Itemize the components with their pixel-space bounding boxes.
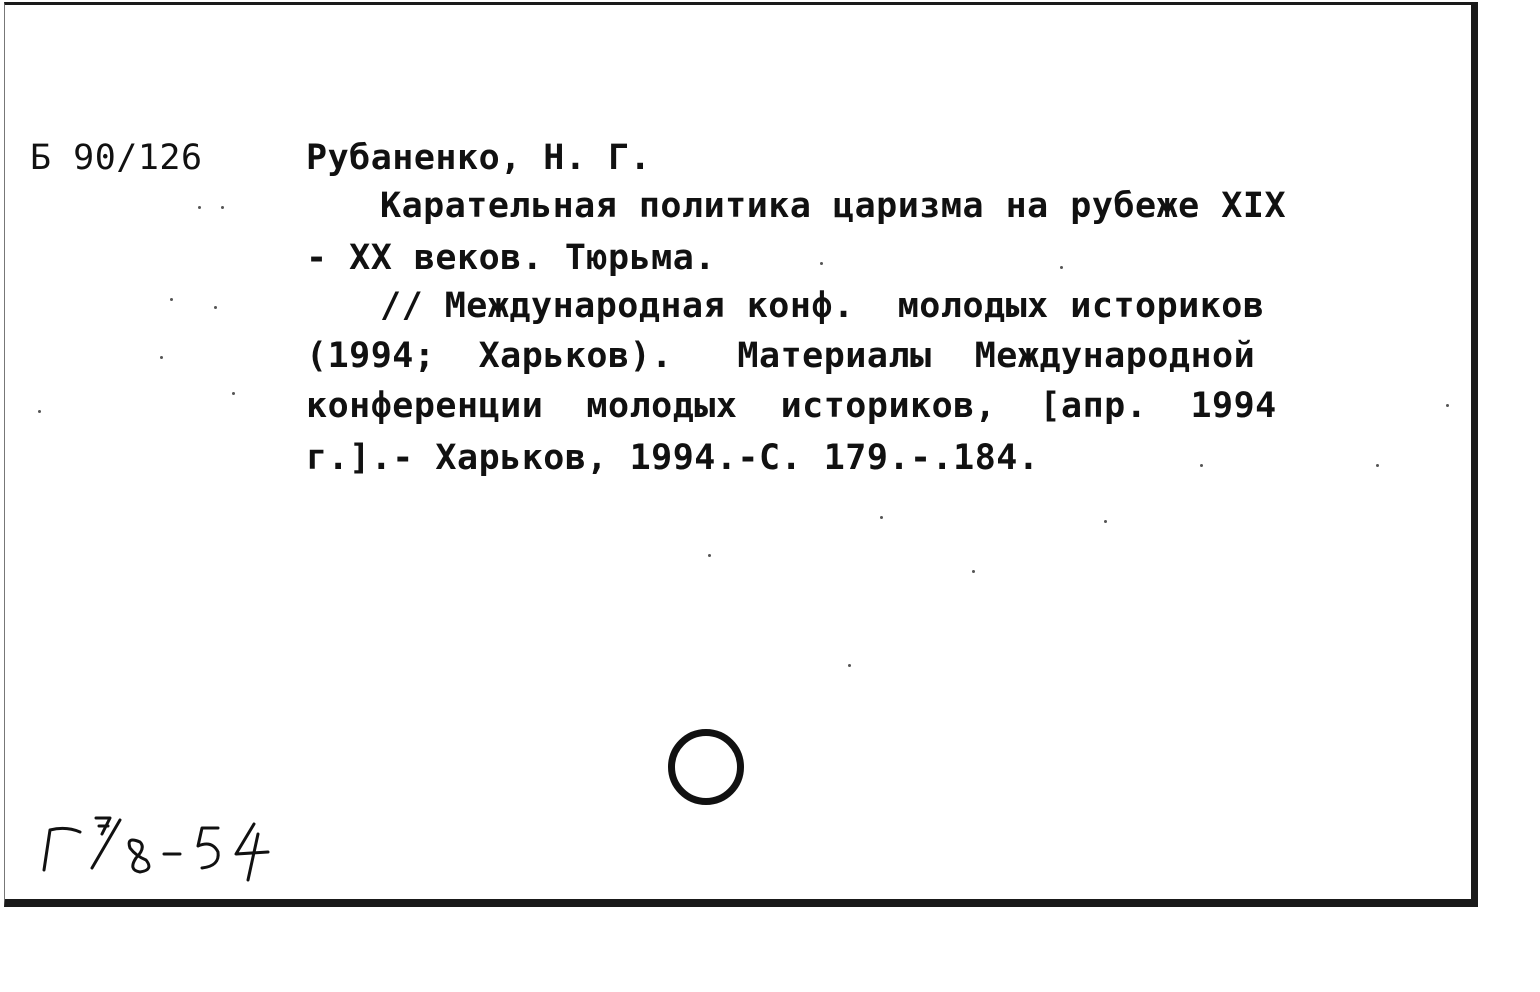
speck: [232, 392, 235, 395]
speck: [1104, 520, 1107, 523]
speck: [880, 516, 883, 519]
speck: [820, 262, 823, 265]
source-line-4: г.].- Харьков, 1994.-С. 179.-.184.: [306, 438, 1040, 478]
speck: [160, 356, 163, 359]
speck: [1446, 404, 1449, 407]
speck: [1200, 464, 1203, 467]
title-line-2: - XX веков. Тюрьма.: [306, 238, 716, 278]
speck: [848, 664, 851, 667]
speck: [708, 554, 711, 557]
source-line-3: конференции молодых историков, [апр. 1994: [306, 386, 1277, 426]
punch-hole: [668, 729, 744, 805]
shelfmark: Б 90/126: [30, 138, 203, 178]
speck: [972, 570, 975, 573]
speck: [170, 298, 173, 301]
title-line-1: Карательная политика царизма на рубеже XIX: [380, 186, 1287, 226]
handwritten-note: [36, 808, 296, 888]
speck: [198, 206, 201, 209]
speck: [214, 306, 217, 309]
speck: [1060, 266, 1063, 269]
author-heading: Рубаненко, Н. Г.: [306, 138, 652, 178]
speck: [221, 206, 224, 209]
source-line-2: (1994; Харьков). Материалы Международной: [306, 336, 1256, 376]
source-line-1: // Международная конф. молодых историков: [380, 286, 1265, 326]
speck: [1376, 464, 1379, 467]
speck: [38, 410, 41, 413]
